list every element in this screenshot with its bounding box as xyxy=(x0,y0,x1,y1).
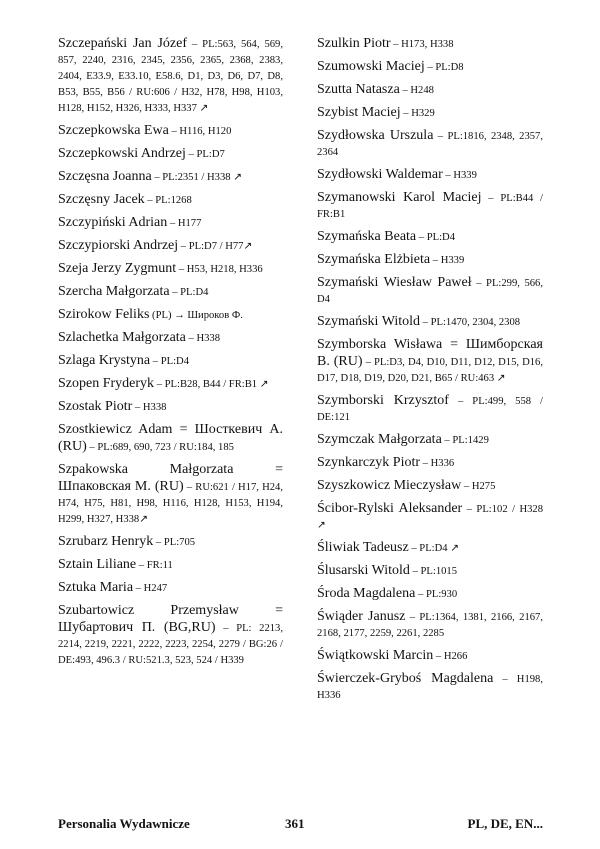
entry-references: PL:D7 / H77↗ xyxy=(188,241,253,252)
entry-references: PL:1268 xyxy=(155,195,192,206)
index-entry: Środa Magdalena – PL:930 xyxy=(317,586,458,601)
entry-references: H247 xyxy=(143,583,168,594)
footer-publication-title: Personalia Wydawnicze xyxy=(58,816,190,831)
index-entry: Szydłowska Urszula – PL:1816, 2348, 2357, 2364 xyxy=(317,128,543,158)
entry-name: Szlaga Krystyna xyxy=(58,353,151,368)
entry-references: PL:930 xyxy=(425,589,458,600)
entry-references: PL:1470, 2304, 2308 xyxy=(430,317,521,328)
entry-name: Szymczak Małgorzata xyxy=(317,432,442,447)
index-entry xyxy=(58,307,283,324)
entry-name: Szymborska Wisława = Шимборская В. (RU) xyxy=(317,337,543,369)
entry-references: RU:621 / H17, H24, H74, H75, H81, H98, H116, H128, H153, H194, H299, H327, H338↗ xyxy=(58,482,283,525)
entry-name: Szymański Witold xyxy=(317,314,421,329)
index-entry: Szymański Witold – PL:1470, 2304, 2308 xyxy=(317,314,521,329)
entry-name: Szymańska Beata xyxy=(317,229,417,244)
entry-name: Szpakowska Małgorzata = Шпаковская М. (RU) xyxy=(58,462,283,494)
entry-name: Szczypiński Adrian xyxy=(58,215,168,230)
index-entry: Szymanowski Karol Maciej – PL:B44 / FR:B1 xyxy=(317,190,543,220)
entry-references: H339 xyxy=(440,255,465,266)
entry-references: H53, H218, H336 xyxy=(186,264,263,275)
index-entry: Szczęsna Joanna – PL:2351 / H338 ↗ xyxy=(58,169,243,184)
index-entry: Szczęsny Jacek – PL:1268 xyxy=(58,192,192,207)
entry-references: PL:1429 xyxy=(452,435,489,446)
entry-name: Szrubarz Henryk xyxy=(58,534,154,549)
entry-references: H275 xyxy=(471,481,496,492)
entry-references: PL:299, 566, D4 xyxy=(317,278,543,305)
entry-references: PL:705 xyxy=(163,537,196,548)
page-footer xyxy=(58,816,543,834)
entry-name: Szymański Wiesław Paweł xyxy=(317,275,472,290)
entry-references: PL:D7 xyxy=(196,149,225,160)
index-entry: Świąder Janusz – PL:1364, 1381, 2166, 2167, 2168, 2177, 2259, 2261, 2285 xyxy=(317,609,544,639)
entry-name: Szczepański Jan Józef xyxy=(58,36,187,51)
entry-references: H339 xyxy=(453,170,477,181)
index-entry: Szyszkowicz Mieczysław – H275 xyxy=(317,478,496,493)
entry-references: PL:D4 xyxy=(160,356,190,367)
index-entry: Szczypiński Adrian – H177 xyxy=(58,215,202,230)
entry-references: H329 xyxy=(411,108,435,119)
index-entry: Szostkiewicz Adam = Шосткевич А. (RU) – PL:689, 690, 723 / RU:184, 185 xyxy=(58,422,283,454)
entry-references: H338 xyxy=(196,333,221,344)
entry-name: Szostkiewicz Adam = Шосткевич А. (RU) xyxy=(58,422,283,454)
entry-name: Sztain Liliane xyxy=(58,557,137,572)
index-entry: Szymański Wiesław Paweł – PL:299, 566, D4 xyxy=(317,275,543,305)
entry-name: Śliwiak Tadeusz xyxy=(317,540,409,555)
index-entry: Szymczak Małgorzata – PL:1429 xyxy=(317,432,489,447)
entry-references: H266 xyxy=(443,651,468,662)
entry-references: PL:D4 xyxy=(426,232,455,243)
entry-references: H116, H120 xyxy=(179,126,232,137)
entry-references: PL:D8 xyxy=(435,62,464,73)
index-entry: Sztuka Maria – H247 xyxy=(58,580,168,595)
entry-references: PL:1816, 2348, 2357, 2364 xyxy=(317,131,543,158)
index-entry: Śliwiak Tadeusz – PL:D4 ↗ xyxy=(317,540,460,555)
entry-name: Szercha Małgorzata xyxy=(58,284,170,299)
index-entry: Szlachetka Małgorzata – H338 xyxy=(58,330,221,345)
entry-name: Sztuka Maria xyxy=(58,580,134,595)
entry-name: Szczepkowski Andrzej xyxy=(58,146,186,161)
entry-references: H177 xyxy=(177,218,202,229)
entry-name: Ślusarski Witold xyxy=(317,563,410,578)
index-entry: Świątkowski Marcin – H266 xyxy=(317,648,468,663)
entry-name: Szczęsna Joanna xyxy=(58,169,152,184)
entry-references: PL:102 / H328 ↗ xyxy=(317,504,543,531)
index-entry: Szumowski Maciej – PL:D8 xyxy=(317,59,464,74)
index-entry: Szybist Maciej – H329 xyxy=(317,105,435,120)
index-entry: Szutta Natasza – H248 xyxy=(317,82,434,97)
entry-name: Szczypiorski Andrzej xyxy=(58,238,179,253)
right-column xyxy=(317,36,543,710)
index-entry: Szubartowicz Przemysław = Шубартович П. (BG,RU) – PL: 2213, 2214, 2219, 2221, 2222, 2223, 2254, 2279 / BG:26 / DE:493, 496.3 / RU:521.3, 523, 524 / H339 xyxy=(58,603,283,666)
index-entry: Szymańska Beata – PL:D4 xyxy=(317,229,455,244)
entry-references: PL: 2213, 2214, 2219, 2221, 2222, 2223, 2254, 2279 / BG:26 / DE:493, 496.3 / RU:521.3, 523, 524 / H339 xyxy=(58,623,283,666)
entry-references: H248 xyxy=(410,85,434,96)
index-entry: Ślusarski Witold – PL:1015 xyxy=(317,563,458,578)
entry-name: Środa Magdalena xyxy=(317,586,416,601)
entry-name: Świąder Janusz xyxy=(317,609,406,624)
index-entry: Szczepkowski Andrzej – PL:D7 xyxy=(58,146,225,161)
index-entry: Szercha Małgorzata – PL:D4 xyxy=(58,284,209,299)
entry-name: Szeja Jerzy Zygmunt xyxy=(58,261,177,276)
index-entry: Szczepański Jan Józef – PL:563, 564, 569, 857, 2240, 2316, 2345, 2356, 2365, 2368, 2383, 2404, E33.9, E33.10, E58.6, D1, D3, D6, D7, D8, B53, B55, B56 / RU:606 / H32, H78, H98, H103, H128, H152, H326, H333, H337 ↗ xyxy=(58,36,283,114)
index-entry: Szymborski Krzysztof – PL:499, 558 / DE:121 xyxy=(317,393,544,423)
entry-name: Szynkarczyk Piotr xyxy=(317,455,421,470)
index-entry: Ścibor-Rylski Aleksander – PL:102 / H328 ↗ xyxy=(317,501,543,531)
entry-name: Szczęsny Jacek xyxy=(58,192,145,207)
entry-references: H338 xyxy=(142,402,167,413)
entry-references: PL:563, 564, 569, 857, 2240, 2316, 2345, 2356, 2365, 2368, 2383, 2404, E33.9, E33.10, E58.6, D1, D3, D6, D7, D8, B53, B55, B56 / RU:606 / H32, H78, H98, H103, H128, H152, H326, H333, H337 ↗ xyxy=(58,39,283,114)
entry-references: H336 xyxy=(430,458,455,469)
index-entry: Szczypiorski Andrzej – PL:D7 / H77↗ xyxy=(58,238,253,253)
entry-name: Szostak Piotr xyxy=(58,399,133,414)
index-entry: Szymborska Wisława = Шимборская В. (RU) – PL:D3, D4, D10, D11, D12, D15, D16, D17, D18, D19, D20, D21, B65 / RU:463 ↗ xyxy=(317,337,543,384)
entry-name: Szymanowski Karol Maciej xyxy=(317,190,482,205)
entry-name: Szutta Natasza xyxy=(317,82,400,97)
index-entry: Szlaga Krystyna – PL:D4 xyxy=(58,353,190,368)
index-entry: Sztain Liliane – FR:11 xyxy=(58,557,173,572)
entry-references: (PL) → Широков Ф. xyxy=(152,310,243,321)
entry-name: Szydłowski Waldemar xyxy=(317,167,443,182)
index-entry: Szrubarz Henryk – PL:705 xyxy=(58,534,196,549)
entry-references: PL:1015 xyxy=(420,566,458,577)
entry-name: Szlachetka Małgorzata xyxy=(58,330,186,345)
entry-references: PL:B28, B44 / FR:B1 ↗ xyxy=(164,379,269,390)
entry-references: PL:1364, 1381, 2166, 2167, 2168, 2177, 2259, 2261, 2285 xyxy=(317,612,544,639)
entry-name: Szopen Fryderyk xyxy=(58,376,155,391)
entry-name: Świątkowski Marcin xyxy=(317,648,434,663)
index-entry: Szulkin Piotr – H173, H338 xyxy=(317,36,454,51)
entry-references: PL:689, 690, 723 / RU:184, 185 xyxy=(97,442,234,453)
index-entry: Szynkarczyk Piotr – H336 xyxy=(317,455,455,470)
entry-references: PL:499, 558 / DE:121 xyxy=(317,396,544,423)
footer-languages: PL, DE, EN... xyxy=(467,816,543,831)
entry-references: PL:B44 / FR:B1 xyxy=(317,193,543,220)
index-entry: Szopen Fryderyk – PL:B28, B44 / FR:B1 ↗ xyxy=(58,376,269,391)
entry-name: Świerczek-Gryboś Magdalena xyxy=(317,671,494,686)
index-entry: Szostak Piotr – H338 xyxy=(58,399,167,414)
index-entry: Szczepkowska Ewa – H116, H120 xyxy=(58,123,232,138)
entry-name: Szybist Maciej xyxy=(317,105,401,120)
index-entry: Świerczek-Gryboś Magdalena – H198, H336 xyxy=(317,671,543,701)
entry-references: PL:D3, D4, D10, D11, D12, D15, D16, D17, D18, D19, D20, D21, B65 / RU:463 ↗ xyxy=(317,357,543,384)
entry-name: Ścibor-Rylski Aleksander xyxy=(317,501,463,516)
entry-references: FR:11 xyxy=(146,560,173,571)
index-entry: Szydłowski Waldemar – H339 xyxy=(317,167,477,182)
page-number: 361 xyxy=(285,816,305,831)
entry-name: Szymańska Elżbieta xyxy=(317,252,431,267)
entry-name: Szubartowicz Przemysław = Шубартович П. (BG,RU) xyxy=(58,603,283,635)
entry-references: PL:D4 ↗ xyxy=(419,543,460,554)
entry-references: H173, H338 xyxy=(401,39,454,50)
entry-name: Szumowski Maciej xyxy=(317,59,425,74)
entry-references: PL:D4 xyxy=(180,287,209,298)
index-entry: Szeja Jerzy Zygmunt – H53, H218, H336 xyxy=(58,261,263,276)
entry-name: Szyszkowicz Mieczysław xyxy=(317,478,462,493)
entry-name: Szczepkowska Ewa xyxy=(58,123,169,138)
entry-name: Szymborski Krzysztof xyxy=(317,393,449,408)
entry-references: H198, H336 xyxy=(317,674,543,701)
entry-name: Szulkin Piotr xyxy=(317,36,391,51)
entry-references: PL:2351 / H338 ↗ xyxy=(162,172,243,183)
entry-name: Szirokow Feliks xyxy=(58,307,150,322)
index-entry: Szymańska Elżbieta – H339 xyxy=(317,252,465,267)
left-column xyxy=(58,36,283,675)
entry-name: Szydłowska Urszula xyxy=(317,128,434,143)
index-entry: Szpakowska Małgorzata = Шпаковская М. (RU) – RU:621 / H17, H24, H74, H75, H81, H98, H116, H128, H153, H194, H299, H327, H338↗ xyxy=(58,462,283,525)
